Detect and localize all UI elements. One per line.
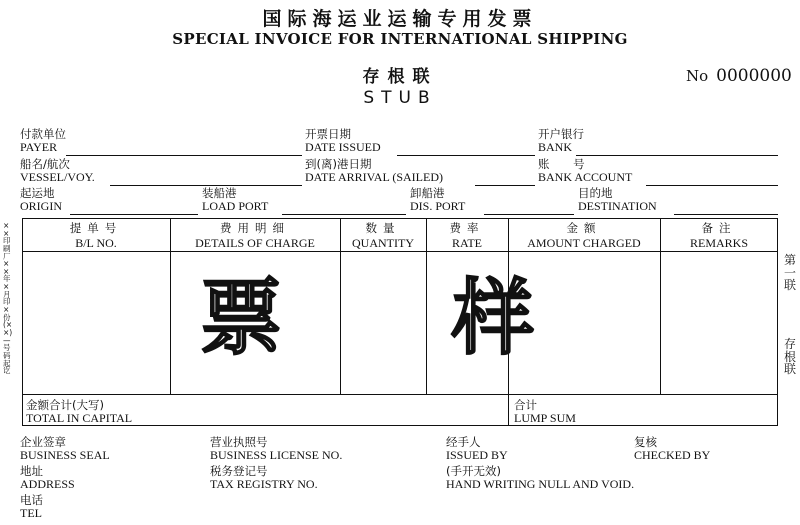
- header-remarks-zh: 备注: [701, 221, 737, 235]
- issued-by-label-en: ISSUED BY: [446, 448, 508, 462]
- load-port-field[interactable]: [282, 214, 406, 215]
- header-remarks: [660, 221, 778, 252]
- dis-port-label-zh: 卸船港: [410, 186, 445, 200]
- lump-sum-label-en: LUMP SUM: [514, 411, 576, 425]
- account-field[interactable]: [646, 185, 778, 186]
- header-amount: [508, 221, 660, 252]
- header-quantity-zh: 数量: [365, 221, 401, 235]
- load-port-label-zh: 装船港: [202, 186, 237, 200]
- account-label-zh: 账 号: [538, 157, 595, 171]
- void-note-zh: (手开无效): [446, 464, 501, 478]
- account-label-en: BANK ACCOUNT: [538, 170, 633, 184]
- header-details: [170, 221, 340, 252]
- destination-label-zh: 目的地: [578, 186, 613, 200]
- payer-label-en: PAYER: [20, 140, 58, 154]
- dis-port-field[interactable]: [484, 214, 574, 215]
- lump-sum-label-zh: 合计: [514, 398, 537, 412]
- load-port-label-en: LOAD PORT: [202, 199, 269, 213]
- checked-by-label-en: CHECKED BY: [634, 448, 711, 462]
- header-remarks-en: REMARKS: [689, 235, 748, 250]
- checked-by-label-zh: 复核: [634, 435, 657, 449]
- arrival-field[interactable]: [475, 185, 535, 186]
- header-details-zh: 费用明细: [220, 221, 290, 235]
- copy-name-english: STUB: [363, 88, 437, 108]
- header-amount-zh: 金额: [566, 221, 602, 235]
- tax-label-en: TAX REGISTRY NO.: [210, 477, 318, 491]
- header-bl-no-zh: 提单号: [69, 221, 123, 235]
- payer-field[interactable]: [66, 155, 302, 156]
- destination-field[interactable]: [674, 214, 778, 215]
- bank-field[interactable]: [576, 155, 778, 156]
- vessel-label-en: VESSEL/VOY.: [20, 170, 95, 184]
- copy-number-side-label: 第一联: [783, 253, 796, 293]
- destination-label-en: DESTINATION: [578, 199, 657, 213]
- arrival-label-zh: 到(离)港日期: [305, 157, 372, 171]
- total-capital-label-en: TOTAL IN CAPITAL: [26, 411, 133, 425]
- void-note-en: HAND WRITING NULL AND VOID.: [446, 477, 635, 491]
- invoice-number: [686, 66, 792, 86]
- copy-name-chinese: 存根联: [362, 67, 438, 87]
- payer-label-zh: 付款单位: [20, 127, 66, 141]
- license-label-zh: 营业执照号: [210, 435, 268, 449]
- invoice-number-label: No: [686, 67, 709, 85]
- copy-name-side-label: 存根联: [783, 337, 796, 377]
- invoice-number-value: 0000000: [716, 66, 792, 86]
- address-label-en: ADDRESS: [20, 477, 75, 491]
- header-rate: [426, 221, 508, 252]
- date-issued-label-zh: 开票日期: [305, 127, 351, 141]
- table-total-divider: [22, 394, 778, 395]
- specimen-stamp-right: 样: [452, 271, 535, 366]
- date-issued-field[interactable]: [397, 155, 535, 156]
- tel-label-en: TEL: [20, 506, 42, 520]
- header-amount-en: AMOUNT CHARGED: [527, 235, 641, 250]
- origin-field[interactable]: [70, 214, 198, 215]
- header-rate-en: RATE: [452, 235, 482, 250]
- address-label-zh: 地址: [20, 464, 43, 478]
- total-capital-label-zh: 金额合计(大写): [26, 398, 104, 412]
- header-bl-no: [22, 221, 170, 252]
- printer-note: ××印刷厂××年×月印×份(××)—号码起讫: [3, 221, 13, 376]
- date-issued-label-en: DATE ISSUED: [305, 140, 381, 154]
- arrival-label-en: DATE ARRIVAL (SAILED): [305, 170, 443, 184]
- title-english: SPECIAL INVOICE FOR INTERNATIONAL SHIPPING: [172, 30, 628, 48]
- tel-label-zh: 电话: [20, 493, 43, 507]
- bank-label-zh: 开户银行: [538, 127, 584, 141]
- vessel-label-zh: 船名/航次: [20, 157, 70, 171]
- bank-label-en: BANK: [538, 140, 573, 154]
- origin-label-zh: 起运地: [20, 186, 55, 200]
- origin-label-en: ORIGIN: [20, 199, 62, 213]
- issued-by-label-zh: 经手人: [446, 435, 481, 449]
- header-rate-zh: 费率: [449, 221, 485, 235]
- dis-port-label-en: DIS. PORT: [410, 199, 466, 213]
- header-quantity: [340, 221, 426, 252]
- seal-label-en: BUSINESS SEAL: [20, 448, 110, 462]
- tax-label-zh: 税务登记号: [210, 464, 268, 478]
- header-details-en: DETAILS OF CHARGE: [195, 235, 315, 250]
- specimen-stamp-left: 票: [200, 271, 283, 366]
- seal-label-zh: 企业签章: [20, 435, 66, 449]
- header-quantity-en: QUANTITY: [352, 235, 414, 250]
- header-bl-no-en: B/L NO.: [75, 235, 117, 250]
- title-chinese: 国际海运业运输专用发票: [262, 8, 538, 30]
- license-label-en: BUSINESS LICENSE NO.: [210, 448, 343, 462]
